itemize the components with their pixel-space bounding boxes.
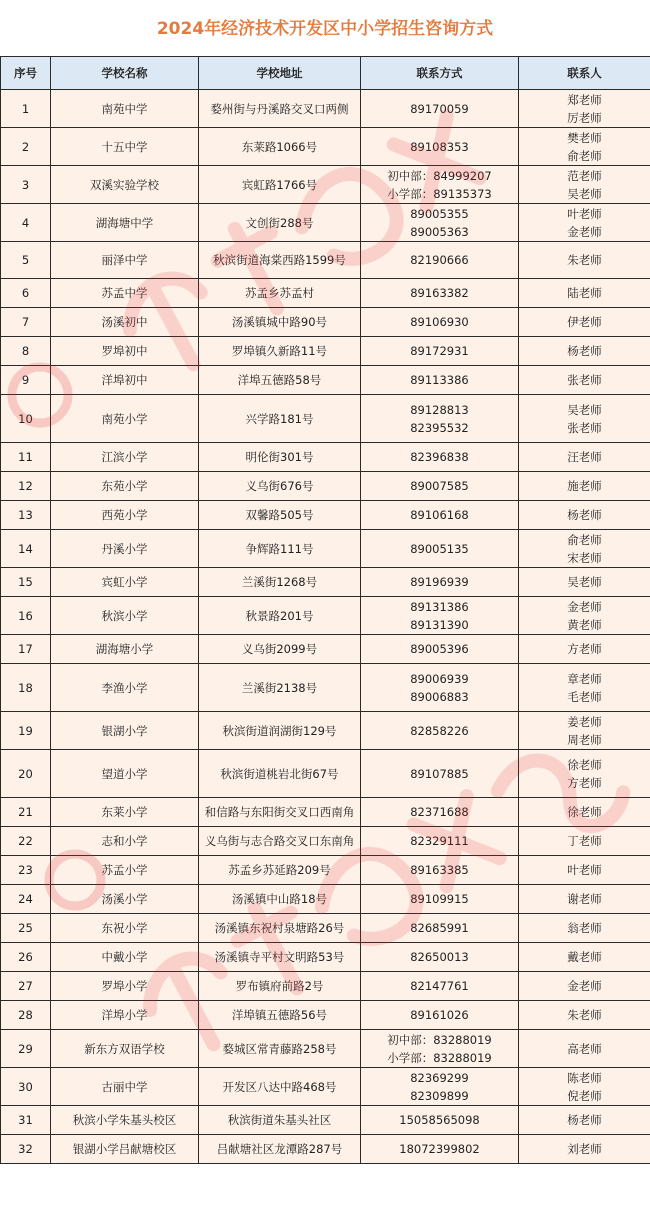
cell-address: 洋埠镇五德路56号 bbox=[199, 1001, 361, 1030]
phone-number: 89107885 bbox=[410, 766, 469, 781]
phone-number: 82685991 bbox=[410, 921, 469, 935]
cell-no: 11 bbox=[1, 443, 51, 472]
contact-person: 吴老师 bbox=[567, 575, 602, 589]
cell-address: 秋滨街道润湖街129号 bbox=[199, 712, 361, 750]
cell-phone bbox=[361, 1106, 519, 1135]
phone-number: 89108353 bbox=[410, 139, 469, 154]
table-row bbox=[1, 712, 650, 750]
cell-contact bbox=[519, 337, 650, 366]
table-row bbox=[1, 166, 650, 204]
cell-address: 秋滨街道桃岩北街67号 bbox=[199, 750, 361, 798]
cell-school-name: 十五中学 bbox=[51, 128, 199, 166]
table-body bbox=[1, 90, 650, 1164]
cell-address: 婺州街与丹溪路交叉口两侧 bbox=[199, 90, 361, 128]
contact-person: 叶老师 bbox=[567, 863, 602, 877]
contact-person: 徐老师 bbox=[567, 757, 602, 772]
contact-person: 俞老师 bbox=[567, 532, 602, 547]
cell-no: 21 bbox=[1, 798, 51, 827]
cell-no: 29 bbox=[1, 1030, 51, 1068]
table-row bbox=[1, 128, 650, 166]
phone-number: 89131386 bbox=[410, 599, 469, 614]
phone-number: 初中部：84999207 bbox=[387, 168, 492, 183]
cell-contact bbox=[519, 1068, 650, 1106]
cell-contact bbox=[519, 1030, 650, 1068]
phone-number: 82858226 bbox=[410, 723, 469, 738]
cell-address: 兴学路181号 bbox=[199, 395, 361, 443]
cell-school-name: 洋埠初中 bbox=[51, 366, 199, 395]
cell-contact bbox=[519, 530, 650, 568]
cell-address: 苏孟乡苏孟村 bbox=[199, 279, 361, 308]
cell-phone bbox=[361, 395, 519, 443]
cell-contact bbox=[519, 750, 650, 798]
phone-number: 89106168 bbox=[410, 508, 469, 522]
cell-no: 1 bbox=[1, 90, 51, 128]
cell-no: 28 bbox=[1, 1001, 51, 1030]
cell-phone bbox=[361, 443, 519, 472]
cell-address: 和信路与东阳街交叉口西南角 bbox=[199, 798, 361, 827]
table-row bbox=[1, 501, 650, 530]
cell-phone bbox=[361, 597, 519, 635]
cell-address: 汤溪镇寺平村文明路53号 bbox=[199, 943, 361, 972]
cell-address: 婺城区常青藤路258号 bbox=[199, 1030, 361, 1068]
contact-person: 戴老师 bbox=[567, 950, 602, 964]
cell-phone bbox=[361, 530, 519, 568]
cell-address: 罗埠镇久新路11号 bbox=[199, 337, 361, 366]
table-row bbox=[1, 664, 650, 712]
cell-no: 16 bbox=[1, 597, 51, 635]
cell-contact bbox=[519, 1001, 650, 1030]
cell-phone bbox=[361, 972, 519, 1001]
cell-no: 20 bbox=[1, 750, 51, 798]
table-row bbox=[1, 279, 650, 308]
cell-contact bbox=[519, 664, 650, 712]
cell-contact bbox=[519, 204, 650, 242]
cell-school-name: 古丽中学 bbox=[51, 1068, 199, 1106]
cell-school-name: 南苑小学 bbox=[51, 395, 199, 443]
cell-address: 开发区八达中路468号 bbox=[199, 1068, 361, 1106]
cell-phone bbox=[361, 798, 519, 827]
cell-contact bbox=[519, 568, 650, 597]
cell-phone bbox=[361, 279, 519, 308]
cell-contact bbox=[519, 1106, 650, 1135]
table-row bbox=[1, 443, 650, 472]
phone-number: 82309899 bbox=[410, 1088, 469, 1103]
cell-phone bbox=[361, 664, 519, 712]
cell-phone bbox=[361, 568, 519, 597]
cell-address: 秋滨街道朱基头社区 bbox=[199, 1106, 361, 1135]
table-row bbox=[1, 943, 650, 972]
cell-phone bbox=[361, 1135, 519, 1164]
cell-phone bbox=[361, 1001, 519, 1030]
contact-person: 叶老师 bbox=[567, 206, 602, 221]
cell-contact bbox=[519, 308, 650, 337]
cell-phone bbox=[361, 750, 519, 798]
phone-number: 82190666 bbox=[410, 253, 469, 267]
contact-person: 张老师 bbox=[567, 373, 602, 387]
cell-school-name: 双溪实验学校 bbox=[51, 166, 199, 204]
cell-contact bbox=[519, 885, 650, 914]
cell-contact bbox=[519, 166, 650, 204]
cell-no: 17 bbox=[1, 635, 51, 664]
contact-person: 汪老师 bbox=[567, 450, 602, 464]
cell-school-name: 湖海塘小学 bbox=[51, 635, 199, 664]
cell-school-name: 望道小学 bbox=[51, 750, 199, 798]
phone-number: 89163382 bbox=[410, 286, 469, 300]
cell-address: 汤溪镇中山路18号 bbox=[199, 885, 361, 914]
cell-phone bbox=[361, 1030, 519, 1068]
cell-school-name: 秋滨小学朱基头校区 bbox=[51, 1106, 199, 1135]
cell-no: 26 bbox=[1, 943, 51, 972]
phone-number: 82396838 bbox=[410, 450, 469, 464]
phone-number: 89005355 bbox=[410, 206, 469, 221]
cell-school-name: 李渔小学 bbox=[51, 664, 199, 712]
column-header-phone: 联系方式 bbox=[361, 57, 519, 90]
table-row bbox=[1, 798, 650, 827]
table-row bbox=[1, 395, 650, 443]
contact-person: 姜老师 bbox=[567, 714, 602, 729]
cell-no: 30 bbox=[1, 1068, 51, 1106]
table-row bbox=[1, 242, 650, 279]
cell-school-name: 志和小学 bbox=[51, 827, 199, 856]
table-row bbox=[1, 366, 650, 395]
cell-school-name: 秋滨小学 bbox=[51, 597, 199, 635]
contact-person: 方老师 bbox=[567, 775, 602, 790]
phone-number: 89113386 bbox=[410, 373, 469, 387]
phone-number: 18072399802 bbox=[399, 1142, 480, 1156]
cell-address: 争辉路111号 bbox=[199, 530, 361, 568]
contact-person: 伊老师 bbox=[567, 315, 602, 329]
cell-contact bbox=[519, 798, 650, 827]
cell-phone bbox=[361, 712, 519, 750]
cell-contact bbox=[519, 501, 650, 530]
table-header-row bbox=[1, 57, 650, 90]
cell-address: 义乌街2099号 bbox=[199, 635, 361, 664]
contact-person: 厉老师 bbox=[567, 110, 602, 125]
cell-no: 18 bbox=[1, 664, 51, 712]
table-row bbox=[1, 597, 650, 635]
phone-number: 89128813 bbox=[410, 402, 469, 417]
table-row bbox=[1, 308, 650, 337]
cell-phone bbox=[361, 501, 519, 530]
cell-contact bbox=[519, 914, 650, 943]
cell-no: 13 bbox=[1, 501, 51, 530]
column-header-address: 学校地址 bbox=[199, 57, 361, 90]
cell-school-name: 东祝小学 bbox=[51, 914, 199, 943]
column-header-school: 学校名称 bbox=[51, 57, 199, 90]
cell-school-name: 东苑小学 bbox=[51, 472, 199, 501]
phone-number: 小学部：83288019 bbox=[387, 1050, 492, 1065]
table-row bbox=[1, 530, 650, 568]
table-row bbox=[1, 856, 650, 885]
cell-phone bbox=[361, 337, 519, 366]
admissions-contact-table bbox=[0, 56, 650, 1164]
cell-address: 兰溪街1268号 bbox=[199, 568, 361, 597]
cell-school-name: 银湖小学 bbox=[51, 712, 199, 750]
phone-number: 89006883 bbox=[410, 689, 469, 704]
cell-school-name: 罗埠初中 bbox=[51, 337, 199, 366]
contact-person: 杨老师 bbox=[567, 1113, 602, 1127]
cell-contact bbox=[519, 597, 650, 635]
contact-person: 倪老师 bbox=[567, 1088, 602, 1103]
cell-school-name: 东莱小学 bbox=[51, 798, 199, 827]
contact-person: 陈老师 bbox=[567, 1070, 602, 1085]
cell-school-name: 丹溪小学 bbox=[51, 530, 199, 568]
cell-phone bbox=[361, 308, 519, 337]
cell-contact bbox=[519, 1135, 650, 1164]
cell-address: 汤溪镇东祝村泉塘路26号 bbox=[199, 914, 361, 943]
contact-person: 金老师 bbox=[567, 224, 602, 239]
contact-person: 刘老师 bbox=[567, 1142, 602, 1156]
cell-school-name: 苏孟中学 bbox=[51, 279, 199, 308]
cell-no: 15 bbox=[1, 568, 51, 597]
contact-person: 周老师 bbox=[567, 732, 602, 747]
cell-address: 双馨路505号 bbox=[199, 501, 361, 530]
contact-person: 郑老师 bbox=[567, 92, 602, 107]
cell-phone bbox=[361, 128, 519, 166]
cell-no: 7 bbox=[1, 308, 51, 337]
cell-school-name: 新东方双语学校 bbox=[51, 1030, 199, 1068]
cell-address: 秋滨街道海棠西路1599号 bbox=[199, 242, 361, 279]
cell-contact bbox=[519, 366, 650, 395]
contact-person: 杨老师 bbox=[567, 344, 602, 358]
phone-number: 89196939 bbox=[410, 575, 469, 589]
phone-number: 89172931 bbox=[410, 344, 469, 358]
contact-person: 毛老师 bbox=[567, 689, 602, 704]
cell-contact bbox=[519, 943, 650, 972]
phone-number: 82147761 bbox=[410, 979, 469, 993]
table-row bbox=[1, 1068, 650, 1106]
cell-contact bbox=[519, 395, 650, 443]
contact-person: 张老师 bbox=[567, 420, 602, 435]
cell-school-name: 西苑小学 bbox=[51, 501, 199, 530]
cell-phone bbox=[361, 635, 519, 664]
cell-contact bbox=[519, 90, 650, 128]
cell-contact bbox=[519, 128, 650, 166]
cell-address: 义乌街与志合路交叉口东南角 bbox=[199, 827, 361, 856]
cell-school-name: 罗埠小学 bbox=[51, 972, 199, 1001]
column-header-contact: 联系人 bbox=[519, 57, 650, 90]
phone-number: 82371688 bbox=[410, 805, 469, 819]
cell-school-name: 汤溪初中 bbox=[51, 308, 199, 337]
cell-phone bbox=[361, 242, 519, 279]
table-row bbox=[1, 90, 650, 128]
table-row bbox=[1, 1106, 650, 1135]
table-row bbox=[1, 750, 650, 798]
table-row bbox=[1, 1001, 650, 1030]
column-header-no: 序号 bbox=[1, 57, 51, 90]
table-row bbox=[1, 885, 650, 914]
cell-school-name: 银湖小学吕献塘校区 bbox=[51, 1135, 199, 1164]
cell-no: 32 bbox=[1, 1135, 51, 1164]
phone-number: 82369299 bbox=[410, 1070, 469, 1085]
cell-no: 19 bbox=[1, 712, 51, 750]
cell-no: 8 bbox=[1, 337, 51, 366]
page-title: 2024年经济技术开发区中小学招生咨询方式 bbox=[156, 19, 494, 39]
cell-no: 22 bbox=[1, 827, 51, 856]
table-row bbox=[1, 1135, 650, 1164]
cell-no: 4 bbox=[1, 204, 51, 242]
cell-school-name: 南苑中学 bbox=[51, 90, 199, 128]
cell-address: 吕献塘社区龙潭路287号 bbox=[199, 1135, 361, 1164]
cell-contact bbox=[519, 635, 650, 664]
contact-person: 方老师 bbox=[567, 642, 602, 656]
contact-person: 俞老师 bbox=[567, 148, 602, 163]
cell-address: 义乌街676号 bbox=[199, 472, 361, 501]
cell-school-name: 汤溪小学 bbox=[51, 885, 199, 914]
contact-person: 范老师 bbox=[567, 168, 602, 183]
phone-number: 89131390 bbox=[410, 617, 469, 632]
cell-no: 24 bbox=[1, 885, 51, 914]
phone-number: 82329111 bbox=[410, 834, 469, 848]
cell-no: 31 bbox=[1, 1106, 51, 1135]
cell-address: 兰溪街2138号 bbox=[199, 664, 361, 712]
contact-person: 朱老师 bbox=[567, 1008, 602, 1022]
table-row bbox=[1, 972, 650, 1001]
cell-address: 明伦街301号 bbox=[199, 443, 361, 472]
cell-no: 9 bbox=[1, 366, 51, 395]
cell-phone bbox=[361, 166, 519, 204]
cell-address: 汤溪镇城中路90号 bbox=[199, 308, 361, 337]
cell-school-name: 苏孟小学 bbox=[51, 856, 199, 885]
cell-address: 宾虹路1766号 bbox=[199, 166, 361, 204]
table-row bbox=[1, 635, 650, 664]
table-row bbox=[1, 914, 650, 943]
cell-school-name: 洋埠小学 bbox=[51, 1001, 199, 1030]
contact-person: 朱老师 bbox=[567, 253, 602, 267]
cell-no: 25 bbox=[1, 914, 51, 943]
contact-person: 金老师 bbox=[567, 979, 602, 993]
contact-person: 章老师 bbox=[567, 671, 602, 686]
cell-contact bbox=[519, 472, 650, 501]
cell-phone bbox=[361, 827, 519, 856]
cell-address: 文创街288号 bbox=[199, 204, 361, 242]
phone-number: 89163385 bbox=[410, 863, 469, 877]
cell-phone bbox=[361, 90, 519, 128]
table-row bbox=[1, 827, 650, 856]
cell-no: 10 bbox=[1, 395, 51, 443]
contact-person: 高老师 bbox=[567, 1041, 602, 1056]
cell-address: 苏孟乡苏延路209号 bbox=[199, 856, 361, 885]
contact-person: 吴老师 bbox=[567, 402, 602, 417]
cell-phone bbox=[361, 204, 519, 242]
cell-phone bbox=[361, 885, 519, 914]
cell-phone bbox=[361, 366, 519, 395]
cell-school-name: 宾虹小学 bbox=[51, 568, 199, 597]
contact-person: 丁老师 bbox=[567, 834, 602, 848]
cell-phone bbox=[361, 943, 519, 972]
table-row bbox=[1, 337, 650, 366]
phone-number: 89106930 bbox=[410, 315, 469, 329]
contact-person: 施老师 bbox=[567, 479, 602, 493]
cell-contact bbox=[519, 712, 650, 750]
cell-address: 洋埠五德路58号 bbox=[199, 366, 361, 395]
cell-contact bbox=[519, 972, 650, 1001]
contact-person: 翁老师 bbox=[567, 921, 602, 935]
cell-no: 3 bbox=[1, 166, 51, 204]
contact-person: 黄老师 bbox=[567, 617, 602, 632]
phone-number: 82650013 bbox=[410, 950, 469, 964]
phone-number: 89005396 bbox=[410, 642, 469, 656]
contact-person: 宋老师 bbox=[567, 550, 602, 565]
phone-number: 初中部：83288019 bbox=[387, 1032, 492, 1047]
cell-school-name: 中戴小学 bbox=[51, 943, 199, 972]
phone-number: 小学部：89135373 bbox=[387, 186, 492, 201]
phone-number: 15058565098 bbox=[399, 1113, 480, 1127]
phone-number: 89005363 bbox=[410, 224, 469, 239]
phone-number: 89109915 bbox=[410, 892, 469, 906]
cell-address: 东莱路1066号 bbox=[199, 128, 361, 166]
contact-person: 谢老师 bbox=[567, 892, 602, 906]
cell-no: 27 bbox=[1, 972, 51, 1001]
cell-phone bbox=[361, 472, 519, 501]
table-row bbox=[1, 472, 650, 501]
cell-address: 罗布镇府前路2号 bbox=[199, 972, 361, 1001]
cell-contact bbox=[519, 856, 650, 885]
cell-contact bbox=[519, 443, 650, 472]
contact-person: 陆老师 bbox=[567, 286, 602, 300]
cell-no: 12 bbox=[1, 472, 51, 501]
table-row bbox=[1, 1030, 650, 1068]
cell-phone bbox=[361, 914, 519, 943]
cell-contact bbox=[519, 279, 650, 308]
phone-number: 89170059 bbox=[410, 101, 469, 116]
table-row bbox=[1, 204, 650, 242]
cell-contact bbox=[519, 827, 650, 856]
cell-no: 23 bbox=[1, 856, 51, 885]
cell-school-name: 江滨小学 bbox=[51, 443, 199, 472]
contact-person: 徐老师 bbox=[567, 805, 602, 819]
cell-no: 6 bbox=[1, 279, 51, 308]
cell-phone bbox=[361, 856, 519, 885]
contact-person: 杨老师 bbox=[567, 508, 602, 522]
phone-number: 89006939 bbox=[410, 671, 469, 686]
phone-number: 89161026 bbox=[410, 1008, 469, 1022]
cell-no: 5 bbox=[1, 242, 51, 279]
table-row bbox=[1, 568, 650, 597]
cell-no: 14 bbox=[1, 530, 51, 568]
cell-no: 2 bbox=[1, 128, 51, 166]
cell-phone bbox=[361, 1068, 519, 1106]
phone-number: 89007585 bbox=[410, 479, 469, 493]
contact-person: 吴老师 bbox=[567, 186, 602, 201]
contact-person: 金老师 bbox=[567, 599, 602, 614]
contact-person: 樊老师 bbox=[567, 130, 602, 145]
phone-number: 89005135 bbox=[410, 541, 469, 556]
cell-school-name: 湖海塘中学 bbox=[51, 204, 199, 242]
cell-address: 秋景路201号 bbox=[199, 597, 361, 635]
cell-school-name: 丽泽中学 bbox=[51, 242, 199, 279]
cell-contact bbox=[519, 242, 650, 279]
phone-number: 82395532 bbox=[410, 420, 469, 435]
